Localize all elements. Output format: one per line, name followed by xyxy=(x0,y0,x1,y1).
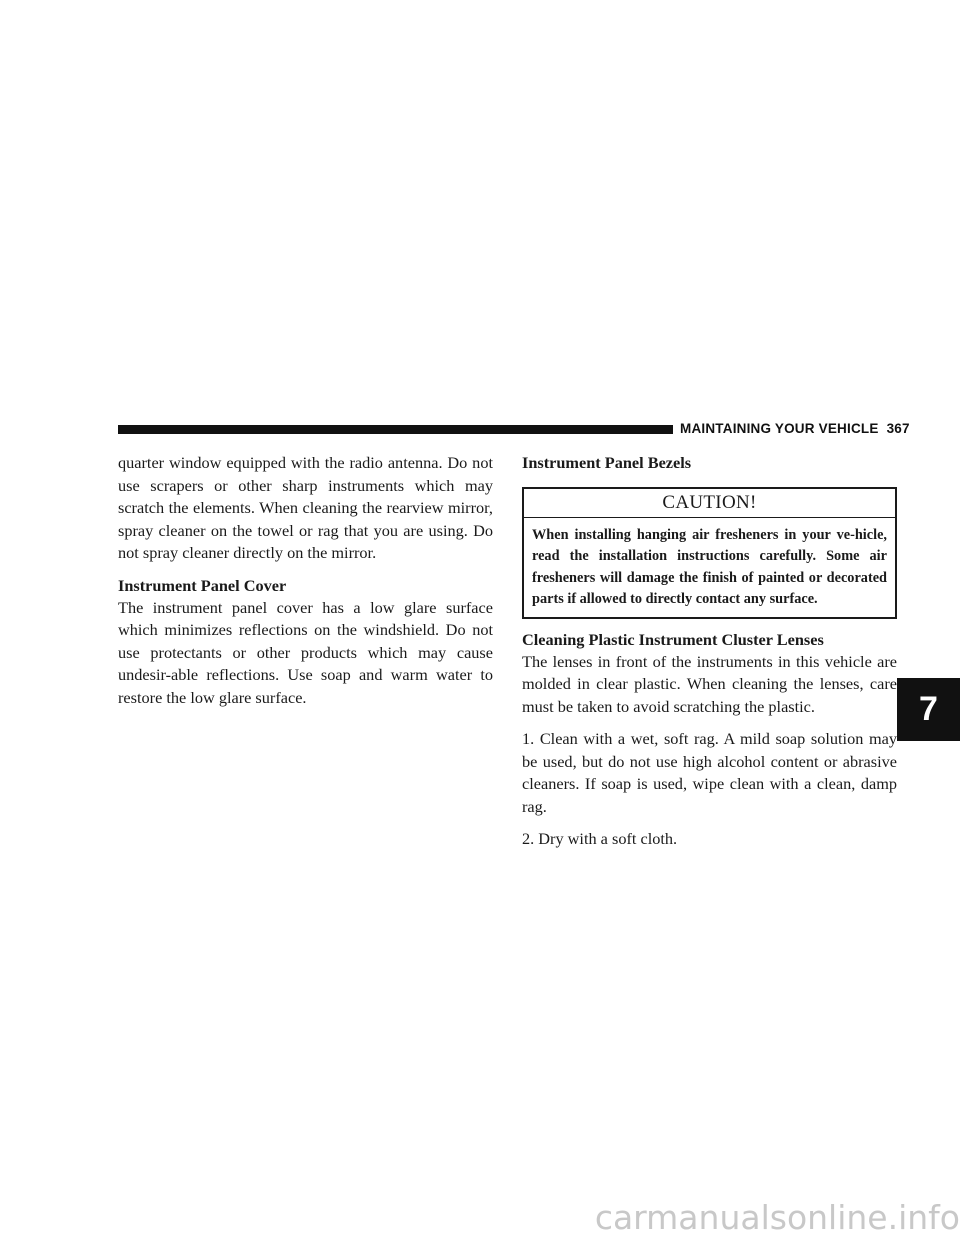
running-header xyxy=(680,420,910,438)
step-2: 2. Dry with a soft cloth. xyxy=(522,829,678,848)
page-number: 367 xyxy=(886,421,910,436)
left-column xyxy=(118,452,493,719)
watermark: carmanualsonline.info xyxy=(594,1198,960,1237)
chapter-number: 7 xyxy=(919,690,938,728)
intro-paragraph: quarter window equipped with the radio antenna. Do not use scrapers or other sharp instruments which may scratch the elements. When cleaning the rearview mirror, spray cleaner on the towel or rag that you are using. Do not spray cleaner directly on the mirror. xyxy=(118,453,493,562)
header-title: MAINTAINING YOUR VEHICLE xyxy=(680,421,879,436)
cleaning-lenses-paragraph: The lenses in front of the instruments in this vehicle are molded in clear plastic. When cleaning the lenses, care must be taken to avoid scratching the plastic. xyxy=(522,651,897,716)
chapter-tab xyxy=(897,678,960,741)
header-rule xyxy=(118,425,673,434)
caution-title: CAUTION! xyxy=(524,489,895,518)
caution-body: When installing hanging air fresheners in your ve-hicle, read the installation instructions carefully. Some air fresheners will damage the finish of painted or decorated parts if allowed to directly contact any surface. xyxy=(532,526,887,607)
heading-instrument-panel-cover: Instrument Panel Cover xyxy=(118,575,287,595)
caution-box xyxy=(522,487,897,619)
heading-instrument-panel-bezels: Instrument Panel Bezels xyxy=(522,453,692,472)
instrument-panel-cover-paragraph: The instrument panel cover has a low glare surface which minimizes reflections on the windshield. Do not use protectants or other products which may cause undesir-able reflections. Use soap and warm water to restore the low glare surface. xyxy=(118,597,493,707)
heading-cleaning-lenses: Cleaning Plastic Instrument Cluster Lenses xyxy=(522,629,824,649)
right-column xyxy=(522,452,897,861)
step-1: 1. Clean with a wet, soft rag. A mild soap solution may be used, but do not use high alcohol content or abrasive cleaners. If soap is used, wipe clean with a clean, damp rag. xyxy=(522,729,897,816)
